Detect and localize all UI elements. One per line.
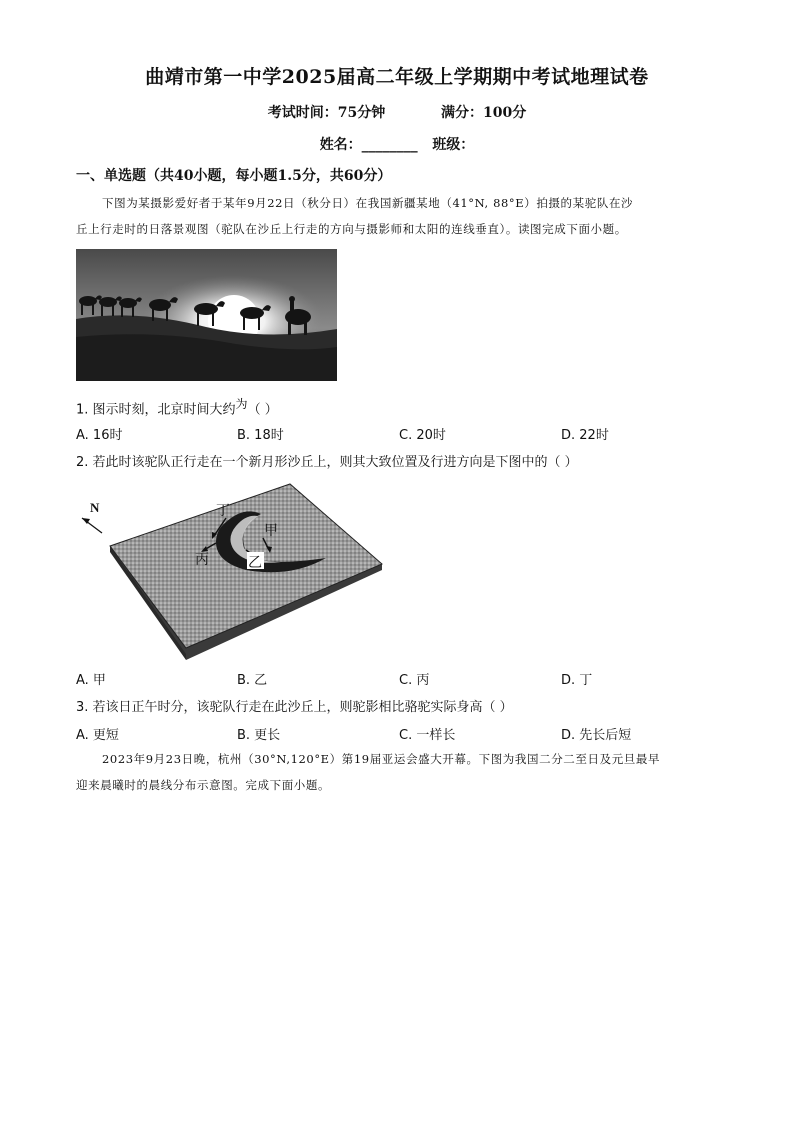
option-d: D. 22时 [561, 428, 609, 443]
option-a: A. 甲 [76, 673, 106, 688]
passage-2-line-2: 迎来晨曦时的晨线分布示意图。完成下面小题。 [76, 778, 331, 792]
name-field-label: 姓名：________ [319, 137, 418, 153]
north-label: N [90, 500, 100, 515]
option-a: A. 更短 [76, 728, 119, 743]
option-b: B. 乙 [237, 673, 268, 688]
exam-time: 考试时间：75分钟 [267, 105, 386, 121]
label-yi: 乙 [248, 555, 262, 571]
passage-2-line-1: 2023年9月23日晚，杭州（30°N,120°E）第19届亚运会盛大开幕。下图为我国二分二至日及元旦最早 [102, 752, 661, 766]
camel-caravan-photo [76, 249, 337, 381]
question-3-stem: 3. 若该日正午时分，该驼队行走在此沙丘上，则驼影相比骆驼实际身高（ ） [76, 700, 513, 715]
student-info [0, 134, 794, 154]
passage-1-line-2: 丘上行走时的日落景观图（驼队在沙丘上行走的方向与摄影师和太阳的连线垂直）。读图完成下面小题。 [76, 222, 627, 236]
option-a: A. 16时 [76, 428, 123, 443]
full-score: 满分：100分 [441, 105, 527, 121]
question-2-stem: 2. 若此时该驼队正行走在一个新月形沙丘上，则其大致位置及行进方向是下图中的（ ） [76, 455, 578, 470]
label-bing: 丙 [195, 552, 209, 568]
question-3-options [76, 724, 736, 744]
class-field-label: 班级： [432, 137, 475, 153]
section-heading: 一、单选题（共40小题，每小题1.5分，共60分） [76, 168, 392, 184]
option-d: D. 丁 [561, 673, 593, 688]
question-2 [76, 451, 578, 470]
option-d: D. 先长后短 [561, 728, 632, 743]
passage-1 [76, 190, 718, 242]
option-c: C. 一样长 [399, 728, 456, 743]
passage-2 [76, 746, 718, 798]
option-b: B. 更长 [237, 728, 281, 743]
question-1-options [76, 424, 736, 444]
question-1 [76, 395, 278, 417]
page-title: 曲靖市第一中学2025届高二年级上学期期中考试地理试卷 [145, 66, 649, 88]
question-2-options [76, 669, 736, 689]
exam-info [0, 102, 794, 122]
question-1-stem-tail: 为 [235, 397, 248, 411]
question-3 [76, 696, 513, 715]
crescent-dune-diagram [76, 478, 386, 660]
label-ding: 丁 [216, 503, 230, 519]
answer-blank: （ ） [247, 402, 278, 418]
label-jia: 甲 [264, 523, 278, 539]
question-1-stem: 1. 图示时刻，北京时间大约 [76, 402, 236, 418]
option-b: B. 18时 [237, 428, 284, 443]
passage-1-line-1: 下图为某摄影爱好者于某年9月22日（秋分日）在我国新疆某地（41°N, 88°E）拍摄的某驼队在沙 [102, 196, 634, 210]
option-c: C. 丙 [399, 673, 430, 688]
option-c: C. 20时 [399, 428, 446, 443]
